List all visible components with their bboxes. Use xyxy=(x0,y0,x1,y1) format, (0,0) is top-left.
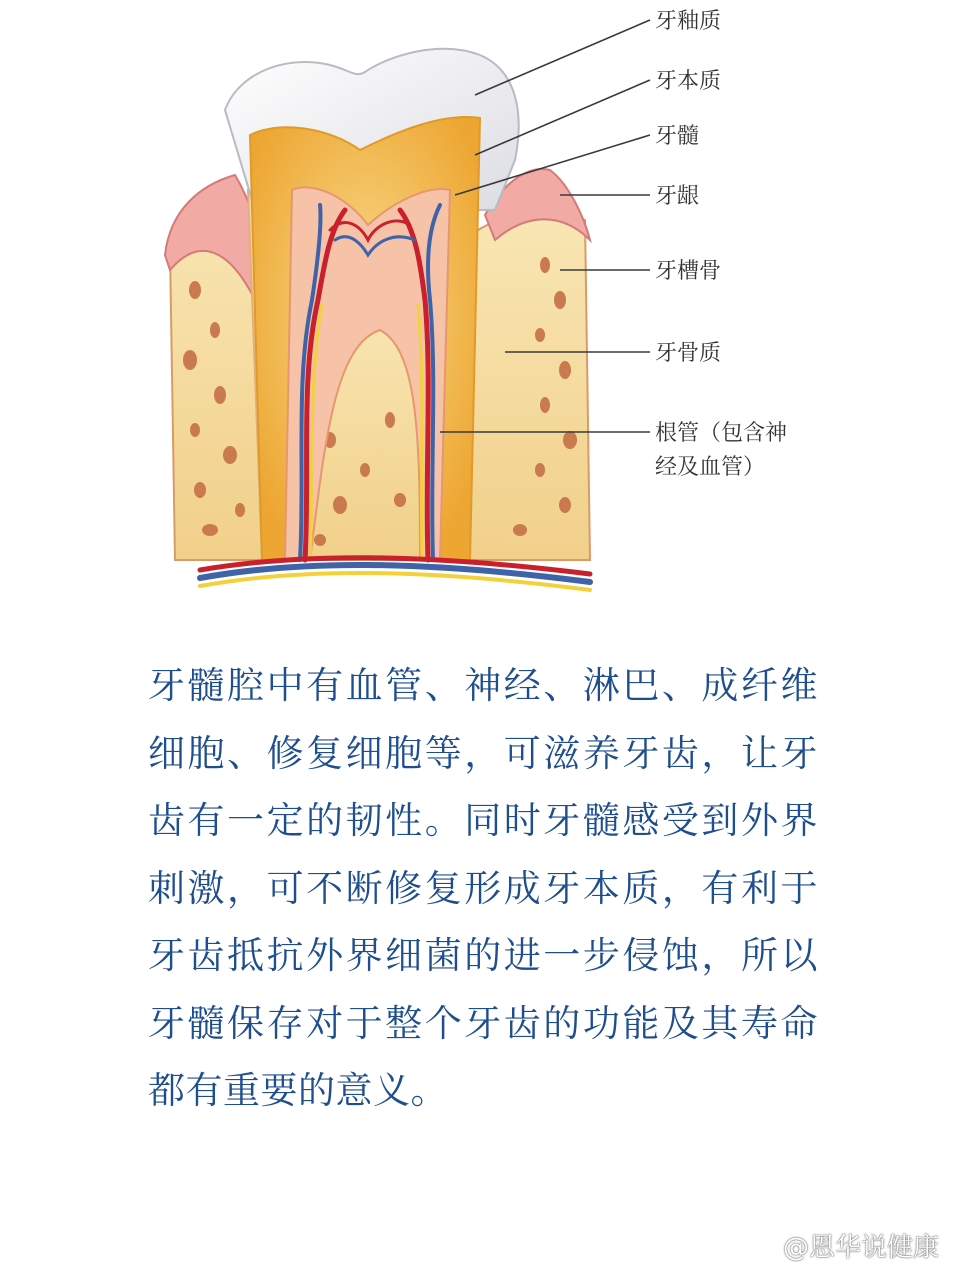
label-root-canal-line1: 根管（包含神 xyxy=(655,421,788,446)
label-cementum: 牙骨质 xyxy=(655,341,722,366)
caption-paragraph: 牙髓腔中有血管、神经、淋巴、成纤维细胞、修复细胞等，可滋养牙齿，让牙齿有一定的韧性。同时牙髓感受到外界刺激，可不断修复形成牙本质，有利于牙齿抵抗外界细菌的进一步侵蚀，所以牙髓保存对于整个牙齿的功能及其寿命都有重要的意义。 xyxy=(148,664,818,1112)
tooth-anatomy-diagram xyxy=(0,0,959,620)
label-pulp: 牙髓 xyxy=(655,124,700,149)
label-alveolar-bone: 牙槽骨 xyxy=(655,259,722,284)
watermark xyxy=(747,1227,939,1264)
alveolar-bone-right xyxy=(470,211,590,560)
label-enamel: 牙釉质 xyxy=(655,9,722,34)
platform-logo-icon xyxy=(747,1231,777,1261)
label-gum: 牙龈 xyxy=(655,184,700,209)
label-root-canal-line2: 经及血管） xyxy=(655,455,766,480)
watermark-text: @恩华说健康 xyxy=(782,1233,939,1263)
label-dentin: 牙本质 xyxy=(655,69,722,94)
